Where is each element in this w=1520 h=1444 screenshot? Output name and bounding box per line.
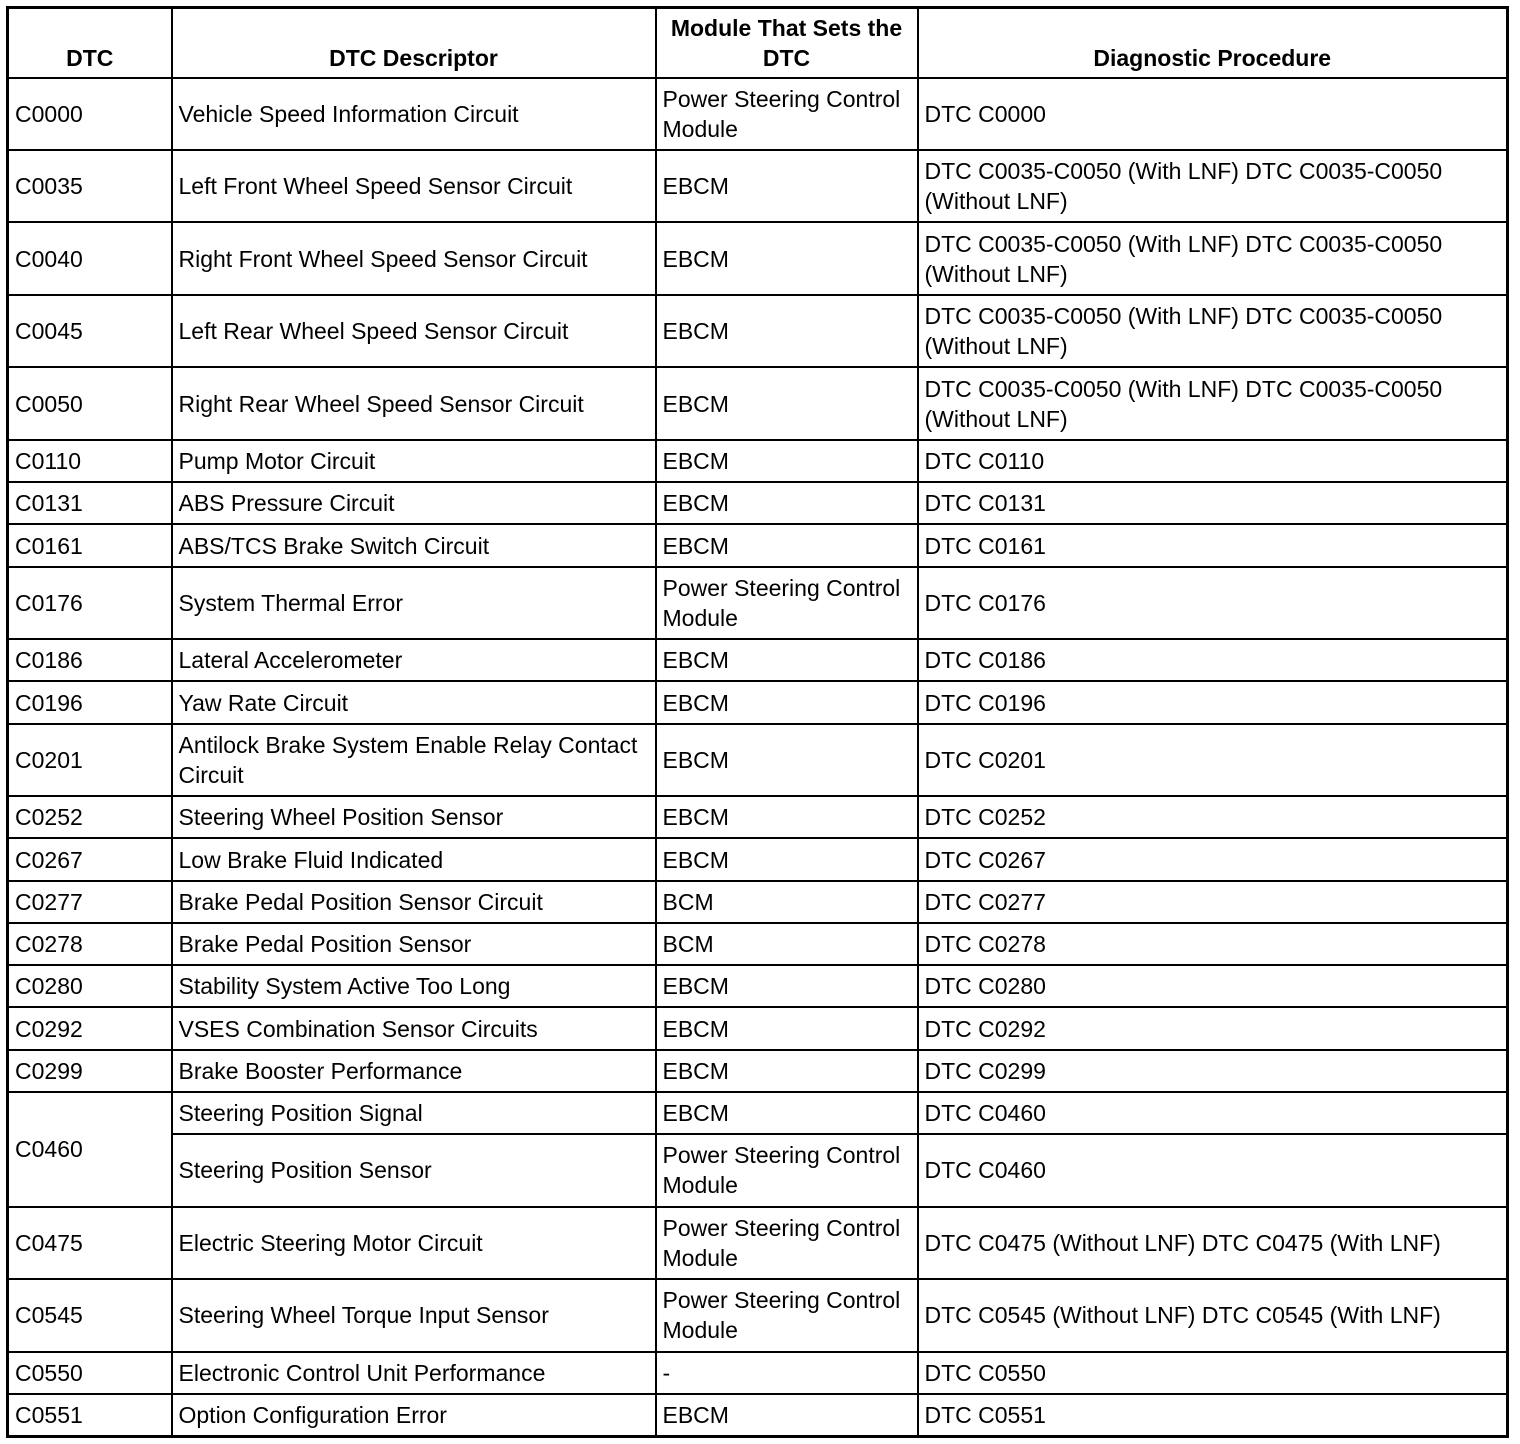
dtc-code: C0278 bbox=[8, 923, 172, 965]
dtc-descriptor: Steering Wheel Torque Input Sensor bbox=[172, 1279, 656, 1351]
table-row bbox=[8, 1092, 1508, 1134]
dtc-descriptor: Brake Pedal Position Sensor bbox=[172, 923, 656, 965]
table-row bbox=[8, 1007, 1508, 1049]
dtc-code: C0201 bbox=[8, 724, 172, 796]
module-name: EBCM bbox=[656, 222, 918, 294]
dtc-descriptor: Pump Motor Circuit bbox=[172, 440, 656, 482]
dtc-descriptor: VSES Combination Sensor Circuits bbox=[172, 1007, 656, 1049]
table-row bbox=[8, 965, 1508, 1007]
dtc-descriptor: ABS/TCS Brake Switch Circuit bbox=[172, 524, 656, 566]
table-row bbox=[8, 796, 1508, 838]
dtc-code: C0040 bbox=[8, 222, 172, 294]
dtc-descriptor: Option Configuration Error bbox=[172, 1394, 656, 1437]
table-row bbox=[8, 150, 1508, 222]
header-diagnostic-procedure: Diagnostic Procedure bbox=[918, 8, 1508, 78]
dtc-descriptor: Steering Wheel Position Sensor bbox=[172, 796, 656, 838]
diagnostic-procedure: DTC C0280 bbox=[918, 965, 1508, 1007]
module-name: EBCM bbox=[656, 524, 918, 566]
dtc-descriptor: Lateral Accelerometer bbox=[172, 639, 656, 681]
diagnostic-procedure: DTC C0000 bbox=[918, 78, 1508, 150]
module-name: EBCM bbox=[656, 150, 918, 222]
module-name: EBCM bbox=[656, 965, 918, 1007]
module-name: Power Steering Control Module bbox=[656, 1279, 918, 1351]
table-row bbox=[8, 1394, 1508, 1437]
dtc-descriptor: Electronic Control Unit Performance bbox=[172, 1352, 656, 1394]
dtc-descriptor: Electric Steering Motor Circuit bbox=[172, 1207, 656, 1279]
table-row bbox=[8, 681, 1508, 723]
diagnostic-procedure: DTC C0176 bbox=[918, 567, 1508, 639]
table-row bbox=[8, 222, 1508, 294]
diagnostic-procedure: DTC C0035-C0050 (With LNF) DTC C0035-C0050 (Without LNF) bbox=[918, 222, 1508, 294]
module-name: EBCM bbox=[656, 838, 918, 880]
table-row bbox=[8, 1134, 1508, 1206]
diagnostic-procedure: DTC C0035-C0050 (With LNF) DTC C0035-C0050 (Without LNF) bbox=[918, 150, 1508, 222]
diagnostic-procedure: DTC C0267 bbox=[918, 838, 1508, 880]
dtc-descriptor: Steering Position Signal bbox=[172, 1092, 656, 1134]
diagnostic-procedure: DTC C0035-C0050 (With LNF) DTC C0035-C0050 (Without LNF) bbox=[918, 367, 1508, 439]
table-row bbox=[8, 1050, 1508, 1092]
module-name: EBCM bbox=[656, 1394, 918, 1437]
module-name: BCM bbox=[656, 881, 918, 923]
table-row bbox=[8, 639, 1508, 681]
dtc-descriptor: Yaw Rate Circuit bbox=[172, 681, 656, 723]
dtc-code: C0277 bbox=[8, 881, 172, 923]
module-name: EBCM bbox=[656, 796, 918, 838]
dtc-code: C0550 bbox=[8, 1352, 172, 1394]
diagnostic-procedure: DTC C0131 bbox=[918, 482, 1508, 524]
dtc-descriptor: Stability System Active Too Long bbox=[172, 965, 656, 1007]
dtc-code: C0110 bbox=[8, 440, 172, 482]
diagnostic-procedure: DTC C0161 bbox=[918, 524, 1508, 566]
dtc-descriptor: Right Front Wheel Speed Sensor Circuit bbox=[172, 222, 656, 294]
dtc-code: C0545 bbox=[8, 1279, 172, 1351]
diagnostic-procedure: DTC C0545 (Without LNF) DTC C0545 (With LNF) bbox=[918, 1279, 1508, 1351]
dtc-descriptor: Left Front Wheel Speed Sensor Circuit bbox=[172, 150, 656, 222]
table-row bbox=[8, 295, 1508, 367]
diagnostic-procedure: DTC C0299 bbox=[918, 1050, 1508, 1092]
table-row bbox=[8, 524, 1508, 566]
module-name: EBCM bbox=[656, 367, 918, 439]
diagnostic-procedure: DTC C0186 bbox=[918, 639, 1508, 681]
diagnostic-procedure: DTC C0550 bbox=[918, 1352, 1508, 1394]
diagnostic-procedure: DTC C0551 bbox=[918, 1394, 1508, 1437]
diagnostic-procedure: DTC C0460 bbox=[918, 1134, 1508, 1206]
module-name: EBCM bbox=[656, 1007, 918, 1049]
dtc-code: C0035 bbox=[8, 150, 172, 222]
dtc-descriptor: Antilock Brake System Enable Relay Contact Circuit bbox=[172, 724, 656, 796]
module-name: Power Steering Control Module bbox=[656, 1134, 918, 1206]
dtc-descriptor: System Thermal Error bbox=[172, 567, 656, 639]
module-name: EBCM bbox=[656, 1092, 918, 1134]
module-name: EBCM bbox=[656, 724, 918, 796]
dtc-descriptor: Brake Booster Performance bbox=[172, 1050, 656, 1092]
dtc-code: C0196 bbox=[8, 681, 172, 723]
diagnostic-procedure: DTC C0278 bbox=[918, 923, 1508, 965]
header-dtc: DTC bbox=[8, 8, 172, 78]
diagnostic-procedure: DTC C0196 bbox=[918, 681, 1508, 723]
module-name: Power Steering Control Module bbox=[656, 567, 918, 639]
table-row bbox=[8, 881, 1508, 923]
dtc-code: C0299 bbox=[8, 1050, 172, 1092]
dtc-code: C0131 bbox=[8, 482, 172, 524]
table-row bbox=[8, 440, 1508, 482]
dtc-code: C0280 bbox=[8, 965, 172, 1007]
dtc-code: C0252 bbox=[8, 796, 172, 838]
module-name: EBCM bbox=[656, 440, 918, 482]
table-row bbox=[8, 1279, 1508, 1351]
table-row bbox=[8, 923, 1508, 965]
table-row bbox=[8, 838, 1508, 880]
module-name: EBCM bbox=[656, 681, 918, 723]
module-name: EBCM bbox=[656, 1050, 918, 1092]
diagnostic-procedure: DTC C0460 bbox=[918, 1092, 1508, 1134]
dtc-code: C0176 bbox=[8, 567, 172, 639]
table-row bbox=[8, 78, 1508, 150]
dtc-code: C0460 bbox=[8, 1092, 172, 1207]
module-name: EBCM bbox=[656, 482, 918, 524]
module-name: BCM bbox=[656, 923, 918, 965]
dtc-code: C0186 bbox=[8, 639, 172, 681]
header-module: Module That Sets the DTC bbox=[656, 8, 918, 78]
table-row bbox=[8, 1207, 1508, 1279]
dtc-code: C0050 bbox=[8, 367, 172, 439]
dtc-code: C0292 bbox=[8, 1007, 172, 1049]
diagnostic-procedure: DTC C0292 bbox=[918, 1007, 1508, 1049]
dtc-descriptor: ABS Pressure Circuit bbox=[172, 482, 656, 524]
diagnostic-procedure: DTC C0110 bbox=[918, 440, 1508, 482]
module-name: EBCM bbox=[656, 639, 918, 681]
dtc-descriptor: Left Rear Wheel Speed Sensor Circuit bbox=[172, 295, 656, 367]
dtc-code: C0267 bbox=[8, 838, 172, 880]
diagnostic-procedure: DTC C0277 bbox=[918, 881, 1508, 923]
module-name: Power Steering Control Module bbox=[656, 78, 918, 150]
table-row bbox=[8, 724, 1508, 796]
header-dtc-descriptor: DTC Descriptor bbox=[172, 8, 656, 78]
table-header-row bbox=[8, 8, 1508, 78]
dtc-descriptor: Steering Position Sensor bbox=[172, 1134, 656, 1206]
diagnostic-procedure: DTC C0201 bbox=[918, 724, 1508, 796]
table-row bbox=[8, 1352, 1508, 1394]
dtc-code: C0161 bbox=[8, 524, 172, 566]
dtc-descriptor: Low Brake Fluid Indicated bbox=[172, 838, 656, 880]
dtc-descriptor: Vehicle Speed Information Circuit bbox=[172, 78, 656, 150]
module-name: Power Steering Control Module bbox=[656, 1207, 918, 1279]
dtc-code: C0551 bbox=[8, 1394, 172, 1437]
dtc-code: C0045 bbox=[8, 295, 172, 367]
dtc-code: C0000 bbox=[8, 78, 172, 150]
table-row bbox=[8, 482, 1508, 524]
diagnostic-procedure: DTC C0475 (Without LNF) DTC C0475 (With LNF) bbox=[918, 1207, 1508, 1279]
dtc-table bbox=[6, 6, 1509, 1438]
dtc-code: C0475 bbox=[8, 1207, 172, 1279]
diagnostic-procedure: DTC C0035-C0050 (With LNF) DTC C0035-C0050 (Without LNF) bbox=[918, 295, 1508, 367]
diagnostic-procedure: DTC C0252 bbox=[918, 796, 1508, 838]
dtc-table-container bbox=[6, 6, 1506, 1438]
table-row bbox=[8, 567, 1508, 639]
table-row bbox=[8, 367, 1508, 439]
module-name: - bbox=[656, 1352, 918, 1394]
dtc-descriptor: Right Rear Wheel Speed Sensor Circuit bbox=[172, 367, 656, 439]
module-name: EBCM bbox=[656, 295, 918, 367]
dtc-descriptor: Brake Pedal Position Sensor Circuit bbox=[172, 881, 656, 923]
